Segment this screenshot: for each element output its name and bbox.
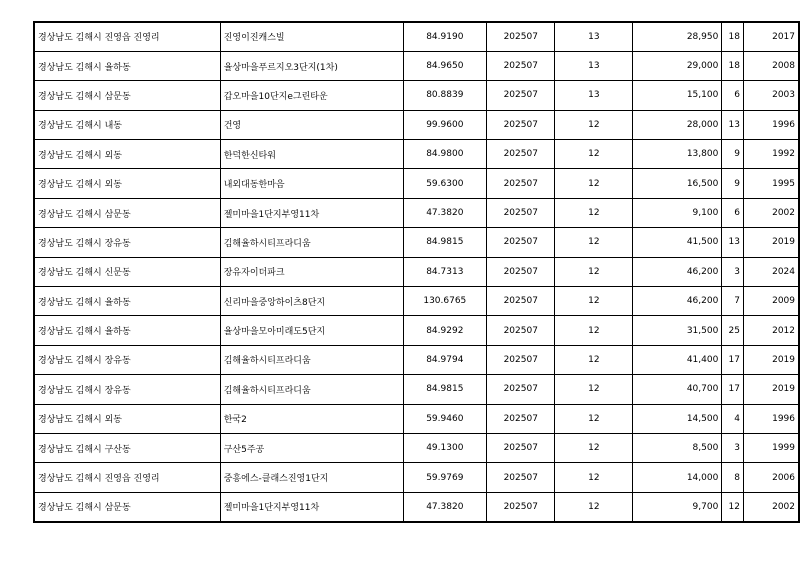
floor-cell: 6 (722, 198, 744, 227)
area-cell: 84.9292 (403, 316, 487, 345)
area-cell: 130.6765 (403, 287, 487, 316)
contract-yearmonth-cell: 202507 (487, 169, 555, 198)
complex-name-cell: 젤미마을1단지부영11차 (220, 198, 403, 227)
price-cell: 41,500 (633, 228, 722, 257)
built-year-cell: 2024 (743, 257, 799, 286)
table-row (34, 228, 799, 257)
contract-yearmonth-cell: 202507 (487, 375, 555, 404)
region-cell: 경상남도 김해시 삼문동 (34, 81, 220, 110)
contract-day-cell: 12 (555, 228, 633, 257)
complex-name-cell: 김해율하시티프라디움 (220, 228, 403, 257)
contract-day-cell: 12 (555, 257, 633, 286)
region-cell: 경상남도 김해시 장유동 (34, 345, 220, 374)
contract-yearmonth-cell: 202507 (487, 463, 555, 492)
price-cell: 16,500 (633, 169, 722, 198)
price-cell: 46,200 (633, 257, 722, 286)
complex-name-cell: 율상마을모아미래도5단지 (220, 316, 403, 345)
floor-cell: 6 (722, 81, 744, 110)
price-cell: 41,400 (633, 345, 722, 374)
table-body (34, 22, 799, 522)
area-cell: 84.9190 (403, 22, 487, 51)
built-year-cell: 2019 (743, 375, 799, 404)
transaction-table-sheet (33, 21, 800, 523)
built-year-cell: 1996 (743, 404, 799, 433)
contract-yearmonth-cell: 202507 (487, 287, 555, 316)
price-cell: 28,950 (633, 22, 722, 51)
complex-name-cell: 구산5주공 (220, 433, 403, 462)
built-year-cell: 2002 (743, 198, 799, 227)
price-cell: 9,100 (633, 198, 722, 227)
area-cell: 47.3820 (403, 198, 487, 227)
table-row (34, 463, 799, 492)
price-cell: 29,000 (633, 51, 722, 80)
price-cell: 28,000 (633, 110, 722, 139)
table-row (34, 81, 799, 110)
complex-name-cell: 율상마을푸르지오3단지(1차) (220, 51, 403, 80)
floor-cell: 17 (722, 345, 744, 374)
region-cell: 경상남도 김해시 삼문동 (34, 492, 220, 521)
complex-name-cell: 중흥에스-클래스진영1단지 (220, 463, 403, 492)
contract-yearmonth-cell: 202507 (487, 228, 555, 257)
contract-day-cell: 13 (555, 51, 633, 80)
complex-name-cell: 신리마을중앙하이츠8단지 (220, 287, 403, 316)
contract-yearmonth-cell: 202507 (487, 140, 555, 169)
area-cell: 59.9769 (403, 463, 487, 492)
complex-name-cell: 진영이진캐스빌 (220, 22, 403, 51)
region-cell: 경상남도 김해시 구산동 (34, 433, 220, 462)
contract-day-cell: 12 (555, 404, 633, 433)
floor-cell: 7 (722, 287, 744, 316)
region-cell: 경상남도 김해시 외동 (34, 404, 220, 433)
price-cell: 14,500 (633, 404, 722, 433)
area-cell: 80.8839 (403, 81, 487, 110)
floor-cell: 4 (722, 404, 744, 433)
contract-day-cell: 12 (555, 169, 633, 198)
region-cell: 경상남도 김해시 신문동 (34, 257, 220, 286)
table-row (34, 169, 799, 198)
contract-day-cell: 12 (555, 316, 633, 345)
contract-day-cell: 12 (555, 433, 633, 462)
area-cell: 59.9460 (403, 404, 487, 433)
table-row (34, 433, 799, 462)
table-row (34, 140, 799, 169)
complex-name-cell: 한덕한신타워 (220, 140, 403, 169)
floor-cell: 17 (722, 375, 744, 404)
built-year-cell: 2003 (743, 81, 799, 110)
floor-cell: 12 (722, 492, 744, 521)
floor-cell: 13 (722, 110, 744, 139)
contract-yearmonth-cell: 202507 (487, 257, 555, 286)
contract-day-cell: 12 (555, 140, 633, 169)
area-cell: 84.9650 (403, 51, 487, 80)
contract-day-cell: 13 (555, 81, 633, 110)
contract-yearmonth-cell: 202507 (487, 345, 555, 374)
transaction-table (33, 21, 800, 523)
area-cell: 47.3820 (403, 492, 487, 521)
floor-cell: 25 (722, 316, 744, 345)
table-row (34, 316, 799, 345)
area-cell: 84.9794 (403, 345, 487, 374)
built-year-cell: 2006 (743, 463, 799, 492)
contract-yearmonth-cell: 202507 (487, 404, 555, 433)
region-cell: 경상남도 김해시 장유동 (34, 228, 220, 257)
complex-name-cell: 장유자이더파크 (220, 257, 403, 286)
table-row (34, 110, 799, 139)
area-cell: 84.9815 (403, 228, 487, 257)
built-year-cell: 2019 (743, 345, 799, 374)
region-cell: 경상남도 김해시 외동 (34, 169, 220, 198)
complex-name-cell: 내외대동한마음 (220, 169, 403, 198)
table-row (34, 287, 799, 316)
contract-yearmonth-cell: 202507 (487, 81, 555, 110)
price-cell: 15,100 (633, 81, 722, 110)
table-row (34, 198, 799, 227)
price-cell: 46,200 (633, 287, 722, 316)
region-cell: 경상남도 김해시 율하동 (34, 287, 220, 316)
price-cell: 40,700 (633, 375, 722, 404)
contract-yearmonth-cell: 202507 (487, 492, 555, 521)
built-year-cell: 1996 (743, 110, 799, 139)
contract-day-cell: 12 (555, 463, 633, 492)
contract-yearmonth-cell: 202507 (487, 22, 555, 51)
built-year-cell: 1995 (743, 169, 799, 198)
area-cell: 99.9600 (403, 110, 487, 139)
floor-cell: 18 (722, 51, 744, 80)
region-cell: 경상남도 김해시 장유동 (34, 375, 220, 404)
region-cell: 경상남도 김해시 삼문동 (34, 198, 220, 227)
contract-day-cell: 12 (555, 375, 633, 404)
contract-yearmonth-cell: 202507 (487, 316, 555, 345)
built-year-cell: 2002 (743, 492, 799, 521)
table-row (34, 492, 799, 521)
floor-cell: 9 (722, 169, 744, 198)
area-cell: 84.9800 (403, 140, 487, 169)
contract-day-cell: 12 (555, 198, 633, 227)
floor-cell: 3 (722, 433, 744, 462)
built-year-cell: 2012 (743, 316, 799, 345)
contract-yearmonth-cell: 202507 (487, 51, 555, 80)
complex-name-cell: 건영 (220, 110, 403, 139)
floor-cell: 9 (722, 140, 744, 169)
table-row (34, 345, 799, 374)
contract-yearmonth-cell: 202507 (487, 110, 555, 139)
complex-name-cell: 갑오마을10단지e그린타운 (220, 81, 403, 110)
price-cell: 8,500 (633, 433, 722, 462)
complex-name-cell: 젤미마을1단지부영11차 (220, 492, 403, 521)
contract-day-cell: 12 (555, 345, 633, 374)
area-cell: 49.1300 (403, 433, 487, 462)
complex-name-cell: 한국2 (220, 404, 403, 433)
table-row (34, 51, 799, 80)
floor-cell: 8 (722, 463, 744, 492)
region-cell: 경상남도 김해시 율하동 (34, 316, 220, 345)
contract-day-cell: 12 (555, 492, 633, 521)
built-year-cell: 2008 (743, 51, 799, 80)
table-row (34, 22, 799, 51)
contract-day-cell: 12 (555, 110, 633, 139)
table-row (34, 404, 799, 433)
contract-yearmonth-cell: 202507 (487, 433, 555, 462)
contract-day-cell: 13 (555, 22, 633, 51)
floor-cell: 18 (722, 22, 744, 51)
complex-name-cell: 김해율하시티프라디움 (220, 375, 403, 404)
contract-day-cell: 12 (555, 287, 633, 316)
built-year-cell: 1992 (743, 140, 799, 169)
region-cell: 경상남도 김해시 진영읍 진영리 (34, 463, 220, 492)
area-cell: 84.7313 (403, 257, 487, 286)
price-cell: 14,000 (633, 463, 722, 492)
price-cell: 9,700 (633, 492, 722, 521)
price-cell: 31,500 (633, 316, 722, 345)
area-cell: 59.6300 (403, 169, 487, 198)
region-cell: 경상남도 김해시 진영읍 진영리 (34, 22, 220, 51)
built-year-cell: 2009 (743, 287, 799, 316)
region-cell: 경상남도 김해시 율하동 (34, 51, 220, 80)
floor-cell: 3 (722, 257, 744, 286)
built-year-cell: 1999 (743, 433, 799, 462)
price-cell: 13,800 (633, 140, 722, 169)
floor-cell: 13 (722, 228, 744, 257)
complex-name-cell: 김해율하시티프라디움 (220, 345, 403, 374)
contract-yearmonth-cell: 202507 (487, 198, 555, 227)
built-year-cell: 2017 (743, 22, 799, 51)
region-cell: 경상남도 김해시 내동 (34, 110, 220, 139)
built-year-cell: 2019 (743, 228, 799, 257)
table-row (34, 375, 799, 404)
area-cell: 84.9815 (403, 375, 487, 404)
table-row (34, 257, 799, 286)
region-cell: 경상남도 김해시 외동 (34, 140, 220, 169)
